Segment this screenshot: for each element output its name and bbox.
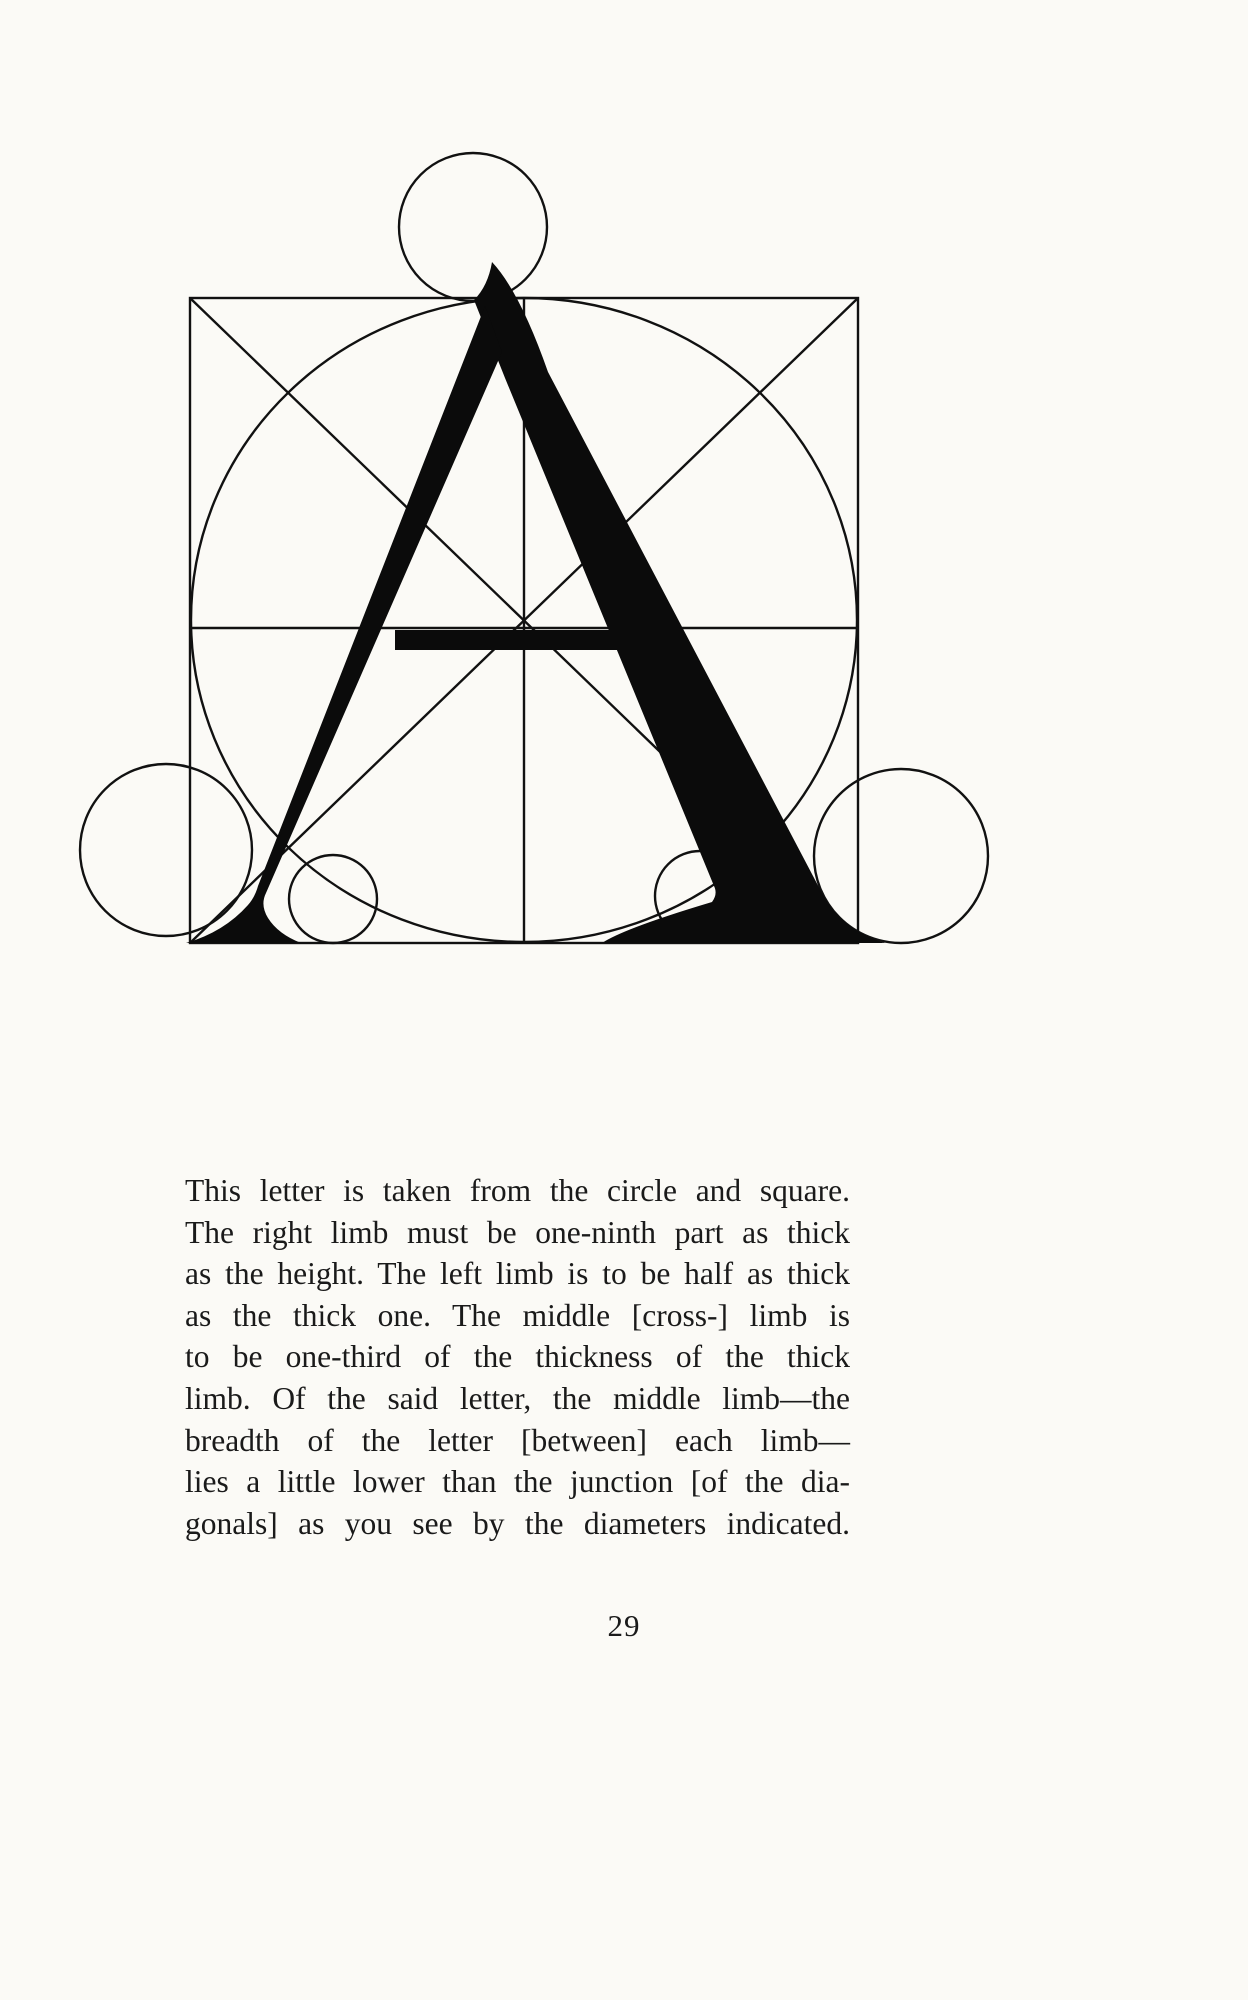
letter-a-thin-limb [186, 306, 502, 943]
text-line: limb. Of the said letter, the middle limb—the [185, 1380, 850, 1416]
right-outer-serif-circle [814, 769, 988, 943]
left-outer-serif-circle [80, 764, 252, 936]
text-line: as the height. The left limb is to be half as thick [185, 1256, 850, 1292]
text-line: as the thick one. The middle [cross-] limb is [185, 1297, 850, 1333]
text-line: to be one-third of the thickness of the thick [185, 1339, 850, 1375]
body-text-paragraph [185, 1170, 850, 1544]
text-line: This letter is taken from the circle and square. [185, 1173, 850, 1208]
letter-a-thick-limb [474, 262, 885, 943]
letter-a-cross-limb [395, 630, 649, 650]
apex-circle [399, 153, 547, 301]
text-line: The right limb must be one-ninth part as thick [185, 1214, 850, 1250]
text-line: lies a little lower than the junction [of the dia- [185, 1464, 850, 1500]
text-line: gonals] as you see by the diameters indicated. [185, 1505, 850, 1541]
text-line: breadth of the letter [between] each limb— [185, 1422, 850, 1458]
page-number: 29 [607, 1608, 641, 1643]
left-inner-serif-circle [289, 855, 377, 943]
